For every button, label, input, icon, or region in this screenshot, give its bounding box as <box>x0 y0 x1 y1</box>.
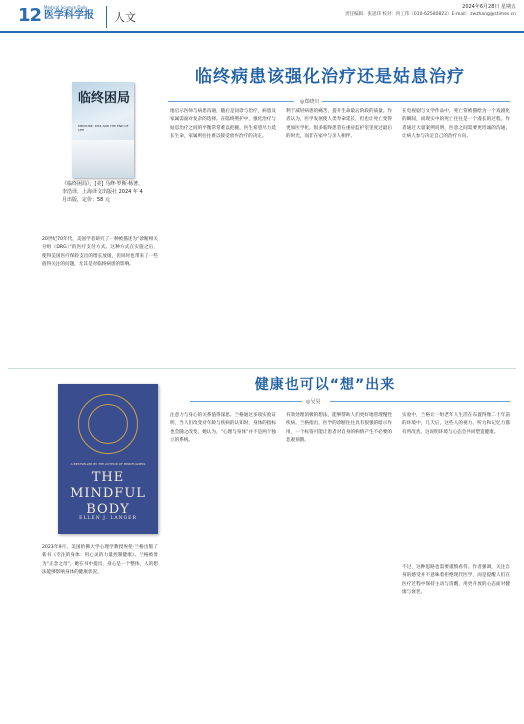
book-caption: 《临终困局》，[美] 马修·罗斯·杨著，李浩译，上海译文出版社 2024 年 4 月出版，定价：58 元 <box>62 181 144 203</box>
section-name: 人文 <box>114 11 136 24</box>
cover-inner-circle-ornament <box>88 404 128 444</box>
book-cover-image-2 <box>58 384 158 534</box>
issue-date: 2024年6月28日 星期五 <box>462 4 516 10</box>
article2-column-1: 2023年9月，美国哈佛大学心理学教授埃伦·兰格出版了新书《专注的身体：用心灵的力量控制健康》。兰格被誉为“正念之母”，她在书中提出，身心是一个整体，人的想法能够影响身体的健康状况。 <box>42 545 158 576</box>
article-separator <box>8 368 516 369</box>
editor-line: 责任编辑：张思玮 校对：何工伟（010-62580823）E-mail：zwzhang@stimes.cn <box>345 12 516 17</box>
book-cover-image <box>72 82 134 178</box>
masthead <box>44 5 104 22</box>
masthead-cn: 医学科学报 <box>44 10 94 21</box>
bed-illustration <box>72 140 134 178</box>
page-number: 12 <box>18 5 42 26</box>
article2-column-5: 不过，这种思路也需要谨慎看待。作者强调，关注自身的感受并不意味着拒绝现代医学，而是提醒人们在医疗过程中保持主动与清醒，用更开放的心态面对健康与衰老。 <box>402 565 510 596</box>
article2-rule-right <box>330 401 510 402</box>
book-cover-subtitle: MEDICINE, RISK AND THE END OF LIFE <box>78 124 129 132</box>
article2-column-4: 实验中，兰格让一组老年人生活在布置得像二十年前的环境中，几天后，这些人的视力、听力和记忆力都有所改善。这说明环境与心态会共同塑造健康。 <box>402 413 510 435</box>
book-cover-tagline: A BESTSELLER BY THE AUTHOR OF MINDFULNESS <box>70 462 146 466</box>
article2-column-3: 有效处理消极的想法，能够帮助人们更好地管理慢性疾病。兰格指出，医学的诊断往往具有很强的暗示作用，一个标签可能让患者对自身的病情产生不必要的悲观预期。 <box>286 413 392 444</box>
article1-column-1: 20世纪70年代，美国学者研究了一种被描述为“诊断相关分组（DRG）”的医疗支付方式。这种方式在实施之后，使得美国医疗保险支出的增长放缓，但同时也带来了一些值得关注的问题，尤其是对临终病患的影响。 <box>42 237 158 268</box>
masthead-en: Medical Science Daily <box>44 5 88 10</box>
book-cover-title: 临终困局 <box>78 91 131 106</box>
article1-column-3: 利于减轻病患的痛苦，提升生命最后阶段的质量。作者认为，医学发展使人类寿命延长，但也让死亡变得更加医学化。很多临终患者在重症监护室里度过最后的时光，而非在家中与亲人相伴。 <box>286 109 392 140</box>
article1-column-2: 地启示医师与病患沟通，随后是问诊与治疗，病患及家属需面对复杂的选择。在临终照护中，强化治疗与姑息治疗之间的平衡常常难以把握。医生希望尽力延长生命，家属则往往难以接受放弃治疗的决定。 <box>170 109 276 140</box>
article2-rule-left <box>190 401 302 402</box>
article2-column-2: 注意力与身心的关系值得深思。兰格通过多项实验证明，当人们改变对年龄与疾病的认知时，身体的指标也会随之改变。她认为，“心理与身体”并不是两个独立的系统。 <box>170 413 276 444</box>
article1-rule-right <box>322 101 510 102</box>
article2-title: 健康也可以“想”出来 <box>254 377 396 393</box>
header-rule <box>0 31 524 33</box>
header-divider <box>106 6 107 28</box>
article1-author: ◎郑晓川 <box>300 99 320 105</box>
article2-author: ◎吴昊 <box>306 399 321 405</box>
page-header <box>0 0 524 40</box>
article1-rule-left <box>168 101 294 102</box>
article1-title: 临终病患该强化治疗还是姑息治疗 <box>195 67 465 87</box>
book-cover-author: ELLEN J. LANGER <box>79 516 137 521</box>
article1-column-4: 在电视剧与文学作品中，死亡常被描绘为一个戏剧化的瞬间，而现实中的死亡往往是一个漫长的过程。作者通过大量案例说明，医患之间需要更坦诚的沟通，让病人参与决定自己的治疗方向。 <box>402 109 510 140</box>
book-cover-title-2: THE MINDFUL BODY <box>70 470 146 517</box>
